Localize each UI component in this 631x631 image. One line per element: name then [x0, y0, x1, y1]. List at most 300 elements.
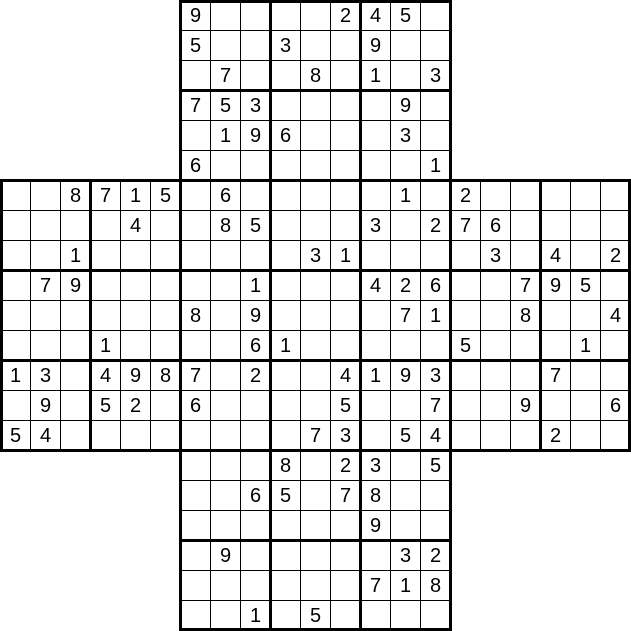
cell-r3c6 — [180, 90, 211, 121]
cell-r1c11[interactable] — [330, 30, 361, 61]
cell-r6c2 — [60, 180, 91, 211]
cell-r6c6[interactable] — [180, 180, 211, 211]
cell-r11c18[interactable] — [540, 330, 571, 361]
cell-r11c14[interactable] — [420, 330, 451, 361]
cell-r9c7[interactable] — [210, 270, 241, 301]
cell-r6c16[interactable] — [480, 180, 511, 211]
given-digit: 9 — [369, 34, 382, 57]
cell-r9c3[interactable] — [90, 270, 121, 301]
given-digit: 2 — [549, 424, 562, 447]
cell-r8c15[interactable] — [450, 240, 481, 271]
given-digit: 5 — [159, 184, 172, 207]
given-digit: 7 — [339, 484, 352, 507]
cell-r12c19[interactable] — [570, 360, 601, 391]
cell-r9c10[interactable] — [300, 270, 331, 301]
cell-r19c6[interactable] — [180, 570, 211, 601]
cell-r10c9[interactable] — [270, 300, 301, 331]
given-digit: 9 — [249, 124, 262, 147]
given-digit: 2 — [339, 4, 352, 27]
given-digit: 3 — [39, 364, 52, 387]
cell-r1c13[interactable] — [390, 30, 421, 61]
given-digit: 7 — [219, 64, 232, 87]
cell-r9c0[interactable] — [0, 270, 31, 301]
cell-r18c8[interactable] — [240, 540, 271, 571]
cell-r16c13[interactable] — [390, 480, 421, 511]
cell-r14c16[interactable] — [480, 420, 511, 451]
cell-r5c9[interactable] — [270, 150, 301, 181]
given-digit: 9 — [129, 364, 142, 387]
cell-r7c18[interactable] — [540, 210, 571, 241]
cell-r2c6[interactable] — [180, 60, 211, 91]
cell-r6c11[interactable] — [330, 180, 361, 211]
cell-r5c13[interactable] — [390, 150, 421, 181]
cell-r18c6[interactable] — [180, 540, 211, 571]
cell-r7c20[interactable] — [600, 210, 631, 241]
cell-r16c11 — [330, 480, 361, 511]
cell-r17c9[interactable] — [270, 510, 301, 541]
cell-r5c10[interactable] — [300, 150, 331, 181]
cell-r10c4[interactable] — [120, 300, 151, 331]
cell-r8c5[interactable] — [150, 240, 181, 271]
given-digit: 5 — [399, 4, 412, 27]
cell-r20c6[interactable] — [180, 600, 211, 631]
cell-r14c15[interactable] — [450, 420, 481, 451]
given-digit: 5 — [279, 484, 292, 507]
cell-r6c12[interactable] — [360, 180, 391, 211]
given-digit: 4 — [39, 424, 52, 447]
cell-r8c12[interactable] — [360, 240, 391, 271]
given-digit: 7 — [369, 574, 382, 597]
cell-r11c7[interactable] — [210, 330, 241, 361]
cell-r13c12[interactable] — [360, 390, 391, 421]
cell-r8c4[interactable] — [120, 240, 151, 271]
cell-r13c14 — [420, 390, 451, 421]
given-digit: 5 — [9, 424, 22, 447]
cell-r9c12 — [360, 270, 391, 301]
cell-r10c0[interactable] — [0, 300, 31, 331]
cell-r11c1[interactable] — [30, 330, 61, 361]
cell-r0c8[interactable] — [240, 0, 271, 31]
cell-r13c15[interactable] — [450, 390, 481, 421]
given-digit: 4 — [549, 244, 562, 267]
cell-r12c16[interactable] — [480, 360, 511, 391]
cell-r5c8[interactable] — [240, 150, 271, 181]
cell-r20c14[interactable] — [420, 600, 451, 631]
given-digit: 6 — [219, 184, 232, 207]
cell-r16c7[interactable] — [210, 480, 241, 511]
cell-r6c0[interactable] — [0, 180, 31, 211]
cell-r10c10[interactable] — [300, 300, 331, 331]
cell-r10c6 — [180, 300, 211, 331]
cell-r13c4 — [120, 390, 151, 421]
cell-r7c10[interactable] — [300, 210, 331, 241]
cell-r7c13[interactable] — [390, 210, 421, 241]
cell-r12c20[interactable] — [600, 360, 631, 391]
cell-r12c1 — [30, 360, 61, 391]
cell-r13c8[interactable] — [240, 390, 271, 421]
cell-r7c16 — [480, 210, 511, 241]
cell-r2c11[interactable] — [330, 60, 361, 91]
cell-r16c8 — [240, 480, 271, 511]
cell-r7c9[interactable] — [270, 210, 301, 241]
cell-r14c19[interactable] — [570, 420, 601, 451]
cell-r6c13 — [390, 180, 421, 211]
cell-r11c16[interactable] — [480, 330, 511, 361]
cell-r2c13[interactable] — [390, 60, 421, 91]
cell-r12c15[interactable] — [450, 360, 481, 391]
cell-r6c19[interactable] — [570, 180, 601, 211]
given-digit: 6 — [489, 214, 502, 237]
cell-r1c8[interactable] — [240, 30, 271, 61]
cell-r9c19 — [570, 270, 601, 301]
cell-r17c8[interactable] — [240, 510, 271, 541]
cell-r9c14 — [420, 270, 451, 301]
cell-r3c9[interactable] — [270, 90, 301, 121]
cell-r4c10[interactable] — [300, 120, 331, 151]
given-digit: 4 — [339, 364, 352, 387]
cell-r13c2[interactable] — [60, 390, 91, 421]
given-digit: 5 — [99, 394, 112, 417]
given-digit: 9 — [39, 394, 52, 417]
cell-r11c3 — [90, 330, 121, 361]
given-digit: 7 — [429, 394, 442, 417]
cell-r12c7[interactable] — [210, 360, 241, 391]
cell-r5c6 — [180, 150, 211, 181]
cell-r12c9[interactable] — [270, 360, 301, 391]
cell-r8c16 — [480, 240, 511, 271]
cell-r15c10[interactable] — [300, 450, 331, 481]
cell-r16c12 — [360, 480, 391, 511]
cell-r11c20[interactable] — [600, 330, 631, 361]
cell-r13c3 — [90, 390, 121, 421]
cell-r9c11[interactable] — [330, 270, 361, 301]
cell-r20c9[interactable] — [270, 600, 301, 631]
given-digit: 1 — [249, 274, 262, 297]
cell-r14c17[interactable] — [510, 420, 541, 451]
cell-r20c11[interactable] — [330, 600, 361, 631]
cell-r15c7[interactable] — [210, 450, 241, 481]
cell-r13c7[interactable] — [210, 390, 241, 421]
cell-r7c17[interactable] — [510, 210, 541, 241]
cell-r5c7[interactable] — [210, 150, 241, 181]
cell-r11c10[interactable] — [300, 330, 331, 361]
cell-r20c7[interactable] — [210, 600, 241, 631]
cell-r8c7[interactable] — [210, 240, 241, 271]
cell-r11c2[interactable] — [60, 330, 91, 361]
cell-r16c10[interactable] — [300, 480, 331, 511]
cell-r1c12 — [360, 30, 391, 61]
cell-r8c6[interactable] — [180, 240, 211, 271]
cell-r6c8[interactable] — [240, 180, 271, 211]
cell-r9c17 — [510, 270, 541, 301]
given-digit: 3 — [369, 454, 382, 477]
cell-r11c15 — [450, 330, 481, 361]
given-digit: 3 — [429, 364, 442, 387]
cell-r4c14[interactable] — [420, 120, 451, 151]
cell-r11c0[interactable] — [0, 330, 31, 361]
cell-r12c10[interactable] — [300, 360, 331, 391]
cell-r18c9[interactable] — [270, 540, 301, 571]
cell-r7c12 — [360, 210, 391, 241]
cell-r8c0[interactable] — [0, 240, 31, 271]
cell-r10c1[interactable] — [30, 300, 61, 331]
given-digit: 8 — [429, 574, 442, 597]
cell-r12c2[interactable] — [60, 360, 91, 391]
given-digit: 3 — [489, 244, 502, 267]
cell-r9c20[interactable] — [600, 270, 631, 301]
cell-r0c6 — [180, 0, 211, 31]
cell-r7c4 — [120, 210, 151, 241]
given-digit: 7 — [459, 214, 472, 237]
cell-r2c9[interactable] — [270, 60, 301, 91]
cell-r14c13 — [390, 420, 421, 451]
cell-r2c8[interactable] — [240, 60, 271, 91]
cell-r13c0[interactable] — [0, 390, 31, 421]
cell-r19c10[interactable] — [300, 570, 331, 601]
cell-r10c17 — [510, 300, 541, 331]
cell-r7c19[interactable] — [570, 210, 601, 241]
cell-r6c20[interactable] — [600, 180, 631, 211]
cell-r8c3[interactable] — [90, 240, 121, 271]
cell-r19c11[interactable] — [330, 570, 361, 601]
cell-r19c9[interactable] — [270, 570, 301, 601]
cell-r17c7[interactable] — [210, 510, 241, 541]
given-digit: 1 — [339, 244, 352, 267]
cell-r9c6[interactable] — [180, 270, 211, 301]
cell-r10c18[interactable] — [540, 300, 571, 331]
cell-r6c14[interactable] — [420, 180, 451, 211]
cell-r18c12[interactable] — [360, 540, 391, 571]
cell-r11c5[interactable] — [150, 330, 181, 361]
given-digit: 3 — [429, 64, 442, 87]
cell-r6c7 — [210, 180, 241, 211]
cell-r7c0[interactable] — [0, 210, 31, 241]
cell-r14c8[interactable] — [240, 420, 271, 451]
given-digit: 6 — [249, 484, 262, 507]
cell-r11c6[interactable] — [180, 330, 211, 361]
given-digit: 6 — [189, 154, 202, 177]
cell-r4c8 — [240, 120, 271, 151]
given-digit: 2 — [129, 394, 142, 417]
cell-r17c13[interactable] — [390, 510, 421, 541]
cell-r4c9 — [270, 120, 301, 151]
given-digit: 3 — [369, 214, 382, 237]
cell-r7c5[interactable] — [150, 210, 181, 241]
cell-r1c14[interactable] — [420, 30, 451, 61]
given-digit: 7 — [549, 364, 562, 387]
cell-r20c13[interactable] — [390, 600, 421, 631]
cell-r12c3 — [90, 360, 121, 391]
cell-r14c12[interactable] — [360, 420, 391, 451]
cell-r14c3[interactable] — [90, 420, 121, 451]
cell-r6c5 — [150, 180, 181, 211]
cell-r7c14 — [420, 210, 451, 241]
given-digit: 3 — [339, 424, 352, 447]
cell-r15c6[interactable] — [180, 450, 211, 481]
cell-r13c10[interactable] — [300, 390, 331, 421]
cell-r7c7 — [210, 210, 241, 241]
cell-r14c7[interactable] — [210, 420, 241, 451]
cell-r11c11[interactable] — [330, 330, 361, 361]
cell-r15c11 — [330, 450, 361, 481]
cell-r1c7[interactable] — [210, 30, 241, 61]
cell-r0c9[interactable] — [270, 0, 301, 31]
cell-r5c12[interactable] — [360, 150, 391, 181]
cell-r10c19[interactable] — [570, 300, 601, 331]
cell-r10c20 — [600, 300, 631, 331]
cell-r17c6[interactable] — [180, 510, 211, 541]
cell-r14c1 — [30, 420, 61, 451]
cell-r20c8 — [240, 600, 271, 631]
cell-r15c13[interactable] — [390, 450, 421, 481]
cell-r19c13 — [390, 570, 421, 601]
cell-r13c16[interactable] — [480, 390, 511, 421]
cell-r14c4[interactable] — [120, 420, 151, 451]
cell-r9c8 — [240, 270, 271, 301]
cell-r12c13 — [390, 360, 421, 391]
cell-r8c17[interactable] — [510, 240, 541, 271]
cell-r10c12[interactable] — [360, 300, 391, 331]
cell-r18c10[interactable] — [300, 540, 331, 571]
cell-r6c1[interactable] — [30, 180, 61, 211]
given-digit: 8 — [69, 184, 82, 207]
cell-r10c15[interactable] — [450, 300, 481, 331]
cell-r4c13 — [390, 120, 421, 151]
cell-r10c2[interactable] — [60, 300, 91, 331]
cell-r6c9[interactable] — [270, 180, 301, 211]
cell-r10c11[interactable] — [330, 300, 361, 331]
cell-r17c11[interactable] — [330, 510, 361, 541]
cell-r7c1[interactable] — [30, 210, 61, 241]
cell-r19c14 — [420, 570, 451, 601]
cell-r14c6[interactable] — [180, 420, 211, 451]
cell-r13c11 — [330, 390, 361, 421]
given-digit: 2 — [399, 274, 412, 297]
cell-r14c18 — [540, 420, 571, 451]
cell-r18c7 — [210, 540, 241, 571]
cell-r0c10[interactable] — [300, 0, 331, 31]
cell-r9c15[interactable] — [450, 270, 481, 301]
cell-r8c1[interactable] — [30, 240, 61, 271]
cell-r13c13[interactable] — [390, 390, 421, 421]
cell-r0c7[interactable] — [210, 0, 241, 31]
cell-r0c14[interactable] — [420, 0, 451, 31]
given-digit: 3 — [399, 544, 412, 567]
cell-r3c14[interactable] — [420, 90, 451, 121]
cell-r3c12[interactable] — [360, 90, 391, 121]
given-digit: 9 — [399, 94, 412, 117]
cell-r8c19[interactable] — [570, 240, 601, 271]
given-digit: 1 — [429, 154, 442, 177]
cell-r0c11 — [330, 0, 361, 31]
cell-r13c19[interactable] — [570, 390, 601, 421]
cell-r8c8[interactable] — [240, 240, 271, 271]
cell-r13c18[interactable] — [540, 390, 571, 421]
cell-r14c11 — [330, 420, 361, 451]
cell-r6c4 — [120, 180, 151, 211]
given-digit: 1 — [369, 364, 382, 387]
cell-r17c10[interactable] — [300, 510, 331, 541]
cell-r9c16[interactable] — [480, 270, 511, 301]
cell-r7c6[interactable] — [180, 210, 211, 241]
cell-r6c10[interactable] — [300, 180, 331, 211]
cell-r4c12[interactable] — [360, 120, 391, 151]
cell-r9c9[interactable] — [270, 270, 301, 301]
cell-r11c13[interactable] — [390, 330, 421, 361]
cell-r3c10[interactable] — [300, 90, 331, 121]
cell-r4c6[interactable] — [180, 120, 211, 151]
given-digit: 9 — [369, 514, 382, 537]
cell-r18c11[interactable] — [330, 540, 361, 571]
cell-r1c9 — [270, 30, 301, 61]
cell-r7c11[interactable] — [330, 210, 361, 241]
given-digit: 1 — [579, 334, 592, 357]
cell-r12c17[interactable] — [510, 360, 541, 391]
cell-r11c8 — [240, 330, 271, 361]
cell-r16c14[interactable] — [420, 480, 451, 511]
cell-r2c7 — [210, 60, 241, 91]
cell-r20c12[interactable] — [360, 600, 391, 631]
cell-r14c5[interactable] — [150, 420, 181, 451]
cell-r9c5[interactable] — [150, 270, 181, 301]
given-digit: 2 — [429, 544, 442, 567]
cell-r19c7[interactable] — [210, 570, 241, 601]
cell-r7c2[interactable] — [60, 210, 91, 241]
cell-r11c12[interactable] — [360, 330, 391, 361]
cell-r10c7[interactable] — [210, 300, 241, 331]
cell-r8c14[interactable] — [420, 240, 451, 271]
cell-r17c14[interactable] — [420, 510, 451, 541]
cell-r5c11[interactable] — [330, 150, 361, 181]
given-digit: 5 — [399, 424, 412, 447]
cell-r16c6[interactable] — [180, 480, 211, 511]
given-digit: 4 — [129, 214, 142, 237]
cell-r11c17[interactable] — [510, 330, 541, 361]
cell-r12c8 — [240, 360, 271, 391]
cell-r19c8[interactable] — [240, 570, 271, 601]
given-digit: 8 — [219, 214, 232, 237]
cell-r19c12 — [360, 570, 391, 601]
cell-r1c10[interactable] — [300, 30, 331, 61]
cell-r17c12 — [360, 510, 391, 541]
cell-r13c9[interactable] — [270, 390, 301, 421]
given-digit: 5 — [219, 94, 232, 117]
cell-r18c14 — [420, 540, 451, 571]
cell-r14c2[interactable] — [60, 420, 91, 451]
cell-r13c5[interactable] — [150, 390, 181, 421]
cell-r6c18[interactable] — [540, 180, 571, 211]
cell-r5c14 — [420, 150, 451, 181]
cell-r10c3[interactable] — [90, 300, 121, 331]
cell-r11c4[interactable] — [120, 330, 151, 361]
cell-r6c17[interactable] — [510, 180, 541, 211]
cell-r7c3[interactable] — [90, 210, 121, 241]
cell-r10c5[interactable] — [150, 300, 181, 331]
cell-r14c9[interactable] — [270, 420, 301, 451]
given-digit: 1 — [369, 64, 382, 87]
given-digit: 7 — [99, 184, 112, 207]
cell-r10c16[interactable] — [480, 300, 511, 331]
cell-r8c9[interactable] — [270, 240, 301, 271]
cell-r15c9 — [270, 450, 301, 481]
cell-r9c4[interactable] — [120, 270, 151, 301]
cell-r14c10 — [300, 420, 331, 451]
cell-r4c11[interactable] — [330, 120, 361, 151]
cell-r3c11[interactable] — [330, 90, 361, 121]
cell-r14c20[interactable] — [600, 420, 631, 451]
cell-r8c13[interactable] — [390, 240, 421, 271]
cell-r15c8[interactable] — [240, 450, 271, 481]
